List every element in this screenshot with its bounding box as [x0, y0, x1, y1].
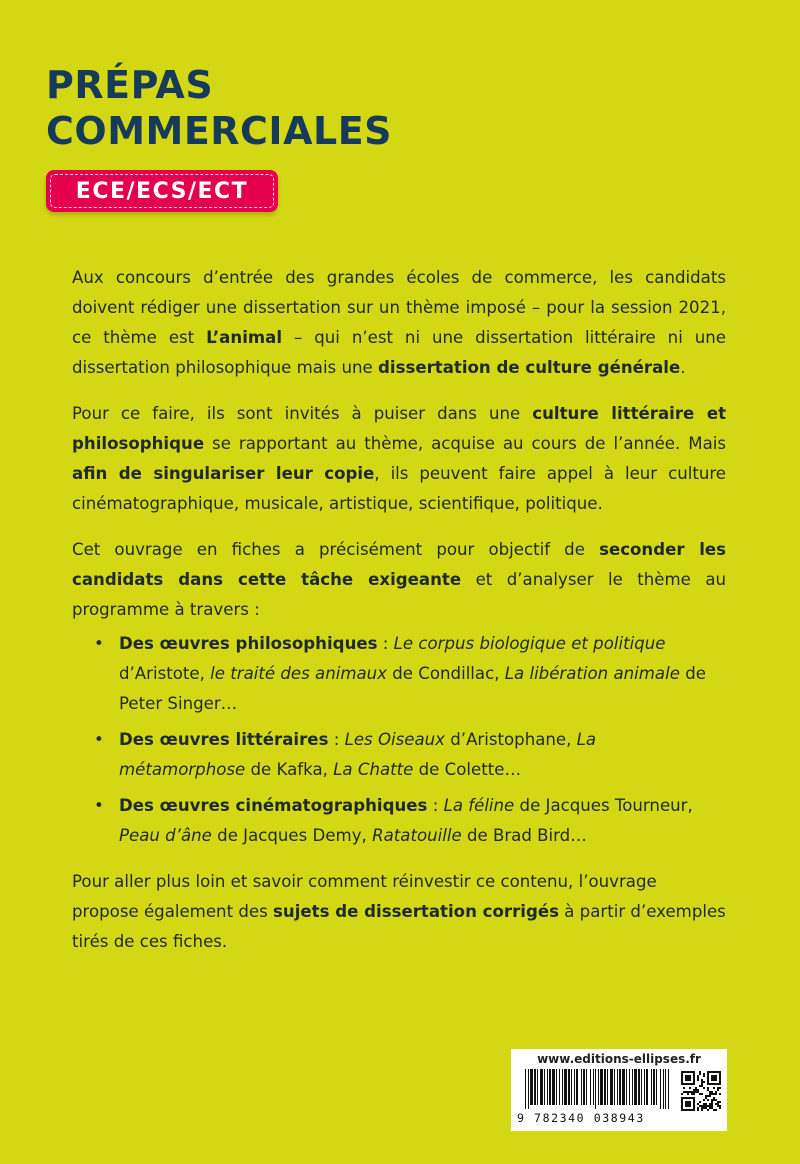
italic-text: Le corpus biologique et politique — [393, 634, 666, 653]
bold-text: Des œuvres littéraires — [119, 730, 329, 749]
works-list — [72, 629, 726, 851]
text: . — [680, 358, 686, 377]
italic-text: Peau d’âne — [119, 826, 212, 845]
text: de Condillac, — [387, 664, 505, 683]
text: Cet ouvrage en fiches a précisément pour objectif de — [72, 540, 600, 559]
bold-text: seconder les candidats dans cette tâche exigeante — [72, 540, 727, 589]
italic-text: La libération animale — [504, 664, 680, 683]
paragraph-further — [72, 867, 726, 957]
bullet-icon: • — [94, 730, 104, 749]
bold-text: Des œuvres philosophiques — [119, 634, 378, 653]
text: de Jacques Demy, — [211, 826, 373, 845]
barcode-panel — [511, 1049, 727, 1131]
text: d’Aristote, — [119, 664, 211, 683]
text: de Peter Singer… — [119, 664, 706, 713]
book-title — [46, 62, 392, 154]
text: d’Aristophane, — [445, 730, 577, 749]
italic-text: La Chatte — [333, 760, 414, 779]
italic-text: La féline — [443, 796, 515, 815]
text: de Jacques Tourneur, — [514, 796, 693, 815]
bullet-icon: • — [94, 796, 104, 815]
back-cover-text — [72, 263, 726, 973]
list-item — [72, 629, 726, 719]
text: de Kafka, — [245, 760, 334, 779]
text: à partir d’exemples tirés de ces fiches. — [72, 902, 726, 951]
paragraph-objective — [72, 535, 726, 625]
text: de Colette… — [413, 760, 522, 779]
title-line-2: COMMERCIALES — [46, 109, 393, 153]
bold-text: Des œuvres cinématographiques — [119, 796, 428, 815]
text: : — [427, 796, 444, 815]
paragraph-culture — [72, 399, 726, 519]
badge-label: ECE/ECS/ECT — [50, 174, 274, 208]
bold-text: culture littéraire et philosophique — [72, 404, 727, 453]
bold-text: dissertation de culture générale — [378, 358, 681, 377]
text: : — [328, 730, 345, 749]
text: de Brad Bird… — [461, 826, 587, 845]
paragraph-intro — [72, 263, 726, 383]
italic-text: Ratatouille — [372, 826, 462, 845]
text: Aux concours d’entrée des grandes écoles de commerce, les candidats doivent rédiger une dissertation sur un thème imposé – pour la session 2021, ce thème est — [72, 268, 726, 347]
text: : — [377, 634, 394, 653]
text: , ils peuvent faire appel à leur culture cinématographique, musicale, artistique, scientifique, politique. — [72, 464, 727, 513]
italic-text: La métamorphose — [119, 730, 597, 779]
qr-code-icon — [681, 1071, 721, 1111]
bold-text: afin de singulariser leur copie — [72, 464, 375, 483]
list-item — [72, 791, 726, 851]
text: – qui n’est ni une dissertation littéraire ni une dissertation philosophique mais une — [72, 328, 726, 377]
italic-text: Les Oiseaux — [344, 730, 445, 749]
title-line-1: PRÉPAS — [46, 63, 214, 107]
text: Pour ce faire, ils sont invités à puiser dans une — [72, 404, 533, 423]
text: se rapportant au thème, acquise au cours de l’année. Mais — [204, 434, 726, 453]
bullet-icon: • — [94, 634, 104, 653]
barcode-icon — [519, 1069, 671, 1109]
bold-text: L’animal — [206, 328, 283, 347]
text: Pour aller plus loin et savoir comment réinvestir ce contenu, l’ouvrage propose également des — [72, 872, 657, 921]
list-item — [72, 725, 726, 785]
bold-text: sujets de dissertation corrigés — [273, 902, 559, 921]
publisher-url: www.editions-ellipses.fr — [537, 1052, 701, 1066]
level-badge — [46, 170, 278, 212]
italic-text: le traité des animaux — [210, 664, 387, 683]
isbn-number: 9 782340 038943 — [517, 1111, 645, 1125]
text: et d’analyser le thème au programme à travers : — [72, 570, 727, 619]
